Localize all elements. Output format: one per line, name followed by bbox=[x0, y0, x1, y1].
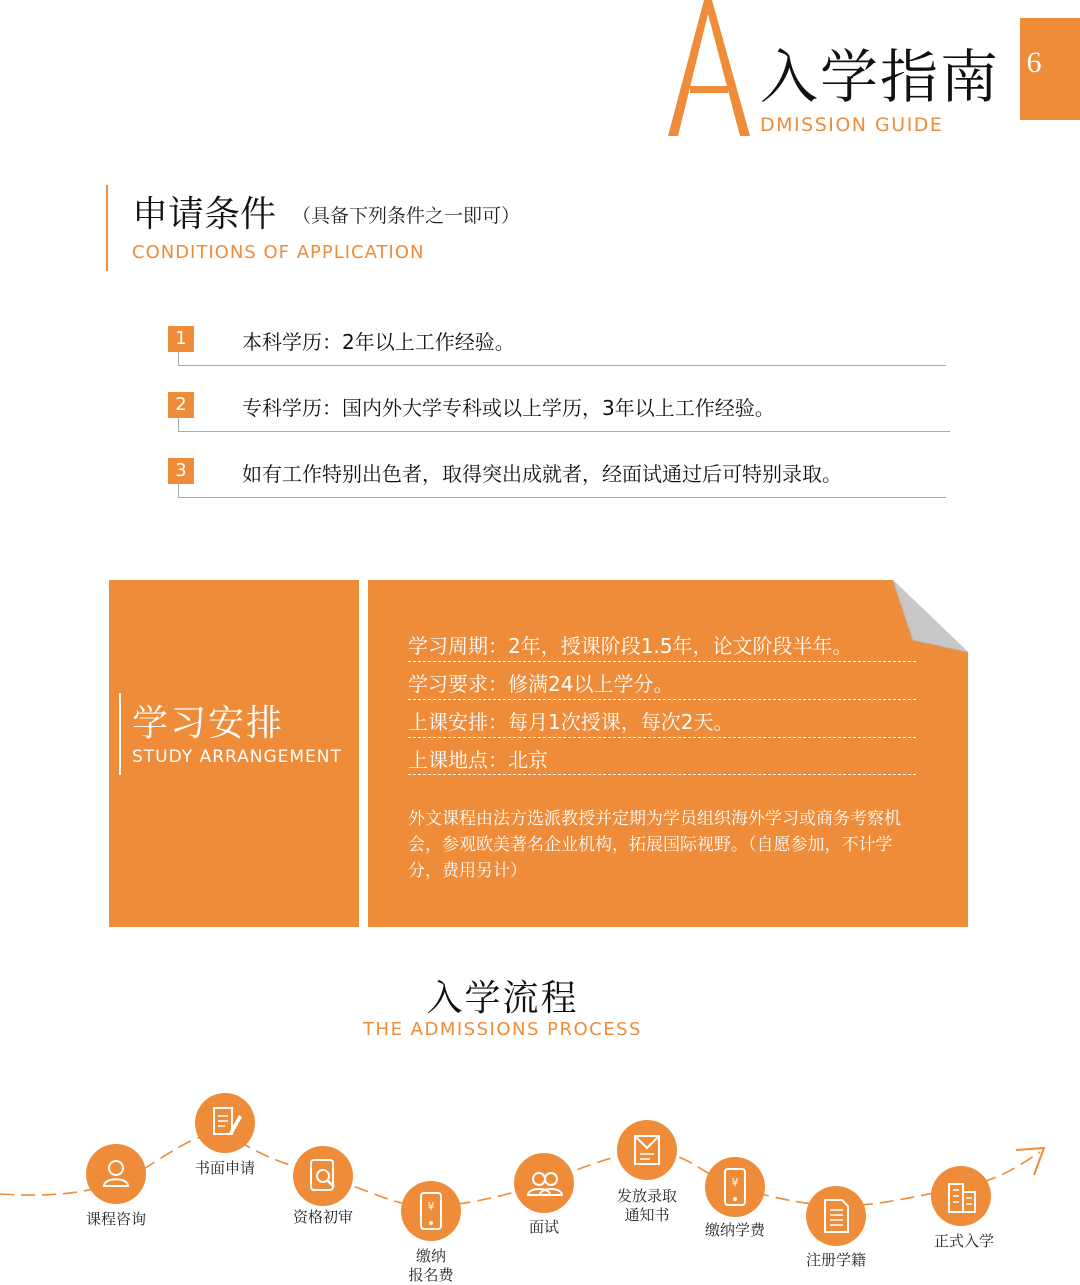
step-label: 课程咨询 bbox=[85, 1210, 146, 1228]
condition-item bbox=[168, 458, 950, 498]
dashed-divider bbox=[408, 737, 916, 738]
divider bbox=[178, 365, 946, 366]
step-label: 缴纳 报名费 bbox=[408, 1247, 454, 1284]
step-label: 正式入学 bbox=[933, 1232, 994, 1250]
condition-text: 本科学历：2年以上工作经验。 bbox=[242, 330, 515, 354]
step-label: 资格初审 bbox=[292, 1208, 353, 1226]
magnifier-doc-icon bbox=[293, 1146, 353, 1206]
step-label: 发放录取 通知书 bbox=[616, 1187, 677, 1224]
building-icon bbox=[931, 1166, 991, 1226]
step-apply bbox=[195, 1093, 255, 1153]
svg-text:¥: ¥ bbox=[427, 1200, 435, 1213]
step-label: 注册学籍 bbox=[805, 1251, 866, 1269]
study-row: 上课地点：北京 bbox=[408, 748, 548, 772]
step-label: 面试 bbox=[528, 1218, 559, 1236]
step-tuition bbox=[705, 1157, 765, 1217]
step-notice bbox=[617, 1120, 677, 1180]
step-fee bbox=[401, 1181, 461, 1241]
dashed-divider bbox=[408, 699, 916, 700]
step-enroll bbox=[931, 1166, 991, 1226]
step-register bbox=[806, 1186, 866, 1246]
dashed-divider bbox=[408, 661, 916, 662]
condition-text: 如有工作特别出色者，取得突出成就者，经面试通过后可特别录取。 bbox=[242, 462, 842, 486]
page-subtitle: DMISSION GUIDE bbox=[760, 114, 944, 136]
conditions-title-en: CONDITIONS OF APPLICATION bbox=[132, 242, 425, 263]
condition-item bbox=[168, 392, 950, 432]
divider bbox=[178, 418, 179, 432]
letter-icon bbox=[617, 1120, 677, 1180]
step-label: 缴纳学费 bbox=[704, 1221, 765, 1239]
conditions-note: （具备下列条件之一即可） bbox=[292, 205, 521, 227]
step-interview bbox=[514, 1153, 574, 1213]
yuan-phone-icon bbox=[705, 1157, 765, 1217]
big-letter-a bbox=[660, 0, 760, 140]
step-label: 书面申请 bbox=[194, 1159, 255, 1177]
condition-number: 3 bbox=[168, 458, 194, 484]
condition-number: 2 bbox=[168, 392, 194, 418]
condition-item bbox=[168, 326, 950, 366]
conditions-title: 申请条件 bbox=[132, 194, 277, 235]
study-row: 上课安排：每月1次授课，每次2天。 bbox=[408, 710, 734, 734]
divider bbox=[178, 352, 179, 366]
study-accent-bar bbox=[119, 693, 121, 775]
person-icon bbox=[86, 1144, 146, 1204]
svg-text:¥: ¥ bbox=[731, 1176, 739, 1189]
divider bbox=[178, 431, 950, 432]
process-title: 入学流程 bbox=[426, 978, 579, 1019]
study-row: 学习要求：修满24以上学分。 bbox=[408, 672, 674, 696]
study-note: 外文课程由法方选派教授并定期为学员组织海外学习或商务考察机会，参观欧美著名企业机构，拓展国际视野。（自愿参加，不计学分，费用另计） bbox=[408, 809, 901, 881]
divider bbox=[178, 497, 946, 498]
page-number: 6 bbox=[1026, 46, 1042, 79]
process-title-en: THE ADMISSIONS PROCESS bbox=[363, 1019, 642, 1040]
document-pen-icon bbox=[195, 1093, 255, 1153]
condition-text: 专科学历：国内外大学专科或以上学历，3年以上工作经验。 bbox=[242, 396, 775, 420]
yuan-phone-icon bbox=[401, 1181, 461, 1241]
page-title: 入学指南 bbox=[760, 43, 1001, 111]
document-list-icon bbox=[806, 1186, 866, 1246]
study-title: 学习安排 bbox=[132, 703, 285, 744]
step-consult bbox=[86, 1144, 146, 1204]
study-row: 学习周期：2年，授课阶段1.5年，论文阶段半年。 bbox=[408, 634, 853, 658]
step-review bbox=[293, 1146, 353, 1206]
divider bbox=[178, 484, 179, 498]
group-icon bbox=[514, 1153, 574, 1213]
section-accent-bar bbox=[106, 185, 108, 271]
condition-number: 1 bbox=[168, 326, 194, 352]
dashed-divider bbox=[408, 774, 916, 775]
study-title-en: STUDY ARRANGEMENT bbox=[132, 747, 342, 767]
